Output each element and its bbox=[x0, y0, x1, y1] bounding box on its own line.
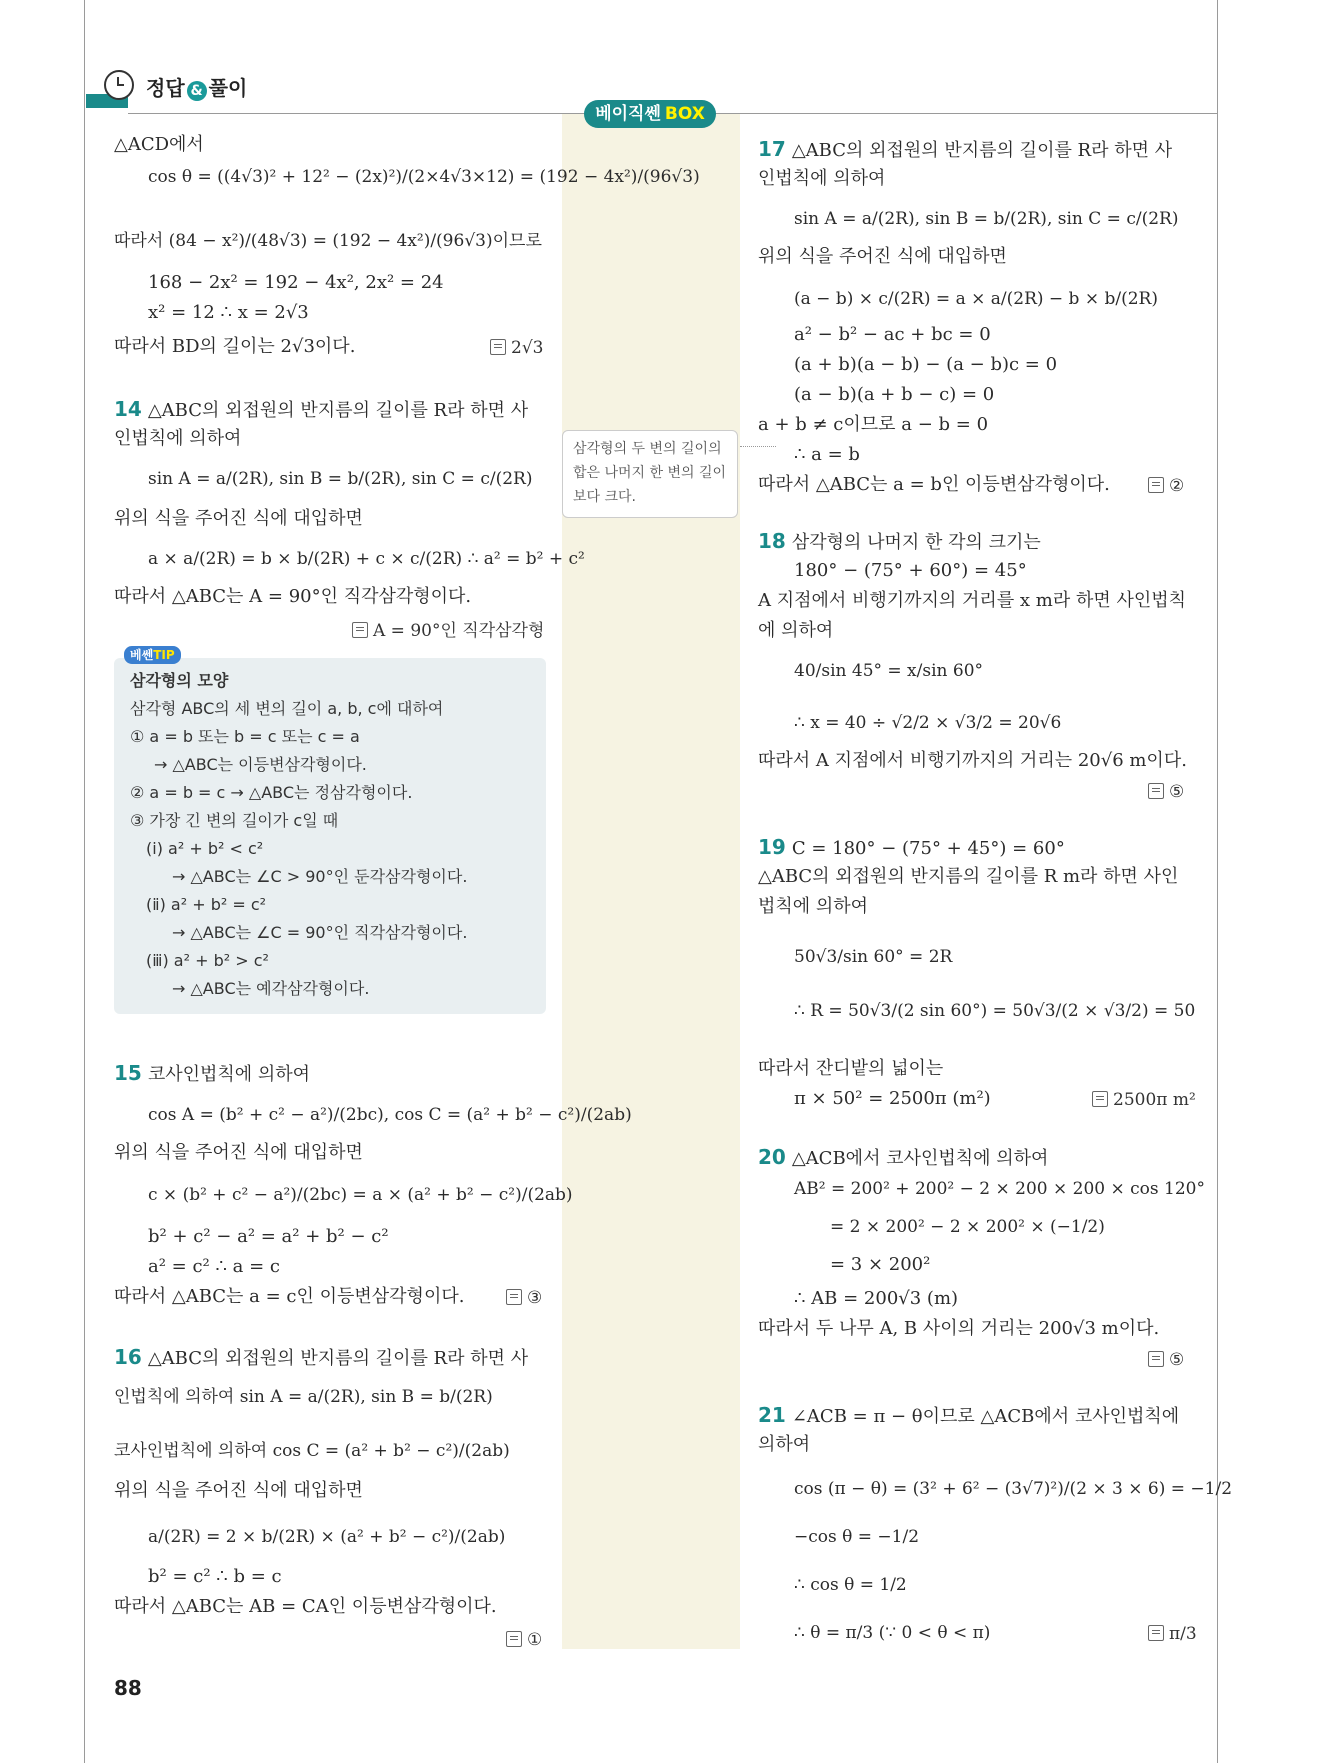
formula-line: cos A = (b² + c² − a²)/(2bc), cos C = (a² + b² − c²)/(2ab) bbox=[148, 1105, 632, 1125]
problem-number: 17 bbox=[758, 137, 786, 161]
formula-line: 50√3/sin 60° = 2R bbox=[794, 947, 953, 967]
formula-line: = 2 × 200² − 2 × 200² × (−1/2) bbox=[830, 1217, 1105, 1237]
formula-line: x² = 12 ∴ x = 2√3 bbox=[148, 302, 309, 323]
formula-line: ∴ x = 40 ÷ √2/2 × √3/2 = 20√6 bbox=[794, 713, 1062, 733]
answer-mark bbox=[490, 338, 543, 358]
answer-icon bbox=[490, 339, 506, 355]
basic-box-column bbox=[562, 114, 740, 1649]
answer-icon bbox=[506, 1631, 522, 1647]
problem-number: 15 bbox=[114, 1061, 142, 1085]
text-line: 따라서 A 지점에서 비행기까지의 거리는 20√6 m이다. bbox=[758, 750, 1187, 771]
box-label-en: BOX bbox=[664, 104, 705, 124]
formula-line: AB² = 200² + 200² − 2 × 200 × 200 × cos 120° bbox=[794, 1179, 1205, 1199]
answer-mark bbox=[1148, 476, 1184, 496]
formula-line: 인법칙에 의하여 sin A = a/(2R), sin B = b/(2R) bbox=[114, 1387, 493, 1407]
alarm-clock-icon bbox=[104, 70, 134, 100]
section-title-amp: & bbox=[187, 81, 207, 101]
section-title-a: 정답 bbox=[146, 76, 185, 100]
problem-number: 18 bbox=[758, 529, 786, 553]
formula-line: c × (b² + c² − a²)/(2bc) = a × (a² + b² − c²)/(2ab) bbox=[148, 1185, 573, 1205]
answer-value: 2500π m² bbox=[1113, 1090, 1196, 1110]
answer-mark bbox=[1148, 1624, 1197, 1644]
formula-line: 코사인법칙에 의하여 cos C = (a² + b² − c²)/(2ab) bbox=[114, 1441, 510, 1461]
text-line: 따라서 △ABC는 a = c인 이등변삼각형이다. bbox=[114, 1286, 465, 1307]
tip-line: (ⅲ) a² + b² > c² bbox=[146, 951, 269, 970]
answer-icon bbox=[506, 1289, 522, 1305]
problem-18-line bbox=[758, 530, 1041, 554]
formula-line: cos θ = ((4√3)² + 12² − (2x)²)/(2×4√3×12) = (192 − 4x²)/(96√3) bbox=[148, 167, 700, 187]
formula-line: π × 50² = 2500π (m²) bbox=[794, 1088, 991, 1109]
text-line: 따라서 △ABC는 A = 90°인 직각삼각형이다. bbox=[114, 586, 472, 607]
formula-line: ∴ θ = π/3 (∵ 0 < θ < π) bbox=[794, 1623, 991, 1643]
formula-line: sin A = a/(2R), sin B = b/(2R), sin C = c/(2R) bbox=[148, 469, 533, 489]
text-line: ∠ACB = π − θ이므로 △ACB에서 코사인법칙에 bbox=[791, 1406, 1180, 1427]
problem-number: 19 bbox=[758, 835, 786, 859]
answer-value: A = 90°인 직각삼각형 bbox=[373, 621, 545, 641]
formula-line: (a − b) × c/(2R) = a × a/(2R) − b × b/(2R) bbox=[794, 289, 1158, 309]
problem-number: 21 bbox=[758, 1403, 786, 1427]
formula-line: 따라서 (84 − x²)/(48√3) = (192 − 4x²)/(96√3)이므로 bbox=[114, 231, 542, 251]
problem-21-line bbox=[758, 1404, 1179, 1428]
text-line: 코사인법칙에 의하여 bbox=[147, 1064, 311, 1085]
formula-line: −cos θ = −1/2 bbox=[794, 1527, 920, 1547]
formula-line: ∴ a = b bbox=[794, 444, 860, 465]
problem-number: 16 bbox=[114, 1345, 142, 1369]
text-line: 삼각형의 나머지 한 각의 크기는 bbox=[791, 532, 1041, 553]
answer-icon bbox=[1148, 1351, 1164, 1367]
text-line: 위의 식을 주어진 식에 대입하면 bbox=[758, 246, 1007, 267]
formula-line: = 3 × 200² bbox=[830, 1254, 931, 1275]
text-line: △ABC의 외접원의 반지름의 길이를 R라 하면 사 bbox=[791, 140, 1173, 161]
answer-value: 2√3 bbox=[511, 338, 544, 358]
formula-line: b² = c² ∴ b = c bbox=[148, 1566, 282, 1587]
tip-badge bbox=[124, 646, 181, 664]
answer-value: ⑤ bbox=[1169, 782, 1185, 802]
tip-line: ② a = b = c → △ABC는 정삼각형이다. bbox=[130, 783, 413, 802]
answer-value: ③ bbox=[527, 1288, 543, 1308]
problem-number: 14 bbox=[114, 397, 142, 421]
formula-line: a + b ≠ c이므로 a − b = 0 bbox=[758, 414, 989, 435]
answer-value: ② bbox=[1169, 476, 1185, 496]
tip-line: ① a = b 또는 b = c 또는 c = a bbox=[130, 727, 360, 746]
formula-line: 180° − (75° + 60°) = 45° bbox=[794, 560, 1027, 581]
page-number: 88 bbox=[114, 1676, 142, 1700]
answer-mark bbox=[506, 1288, 542, 1308]
tip-line: → △ABC는 예각삼각형이다. bbox=[172, 979, 370, 998]
answer-icon bbox=[1148, 1625, 1164, 1641]
side-note-leader bbox=[740, 446, 776, 448]
text-line: 따라서 BD의 길이는 2√3이다. bbox=[114, 336, 356, 357]
answer-icon bbox=[352, 622, 368, 638]
text-line: 의하여 bbox=[758, 1434, 811, 1455]
formula-line: ∴ R = 50√3/(2 sin 60°) = 50√3/(2 × √3/2) = 50 bbox=[794, 1001, 1196, 1021]
tip-badge-b: TIP bbox=[153, 648, 175, 662]
formula-line: cos (π − θ) = (3² + 6² − (3√7)²)/(2 × 3 × 6) = −1/2 bbox=[794, 1479, 1233, 1499]
answer-icon bbox=[1148, 477, 1164, 493]
text-line: 위의 식을 주어진 식에 대입하면 bbox=[114, 1142, 363, 1163]
problem-15-line bbox=[114, 1062, 310, 1086]
tip-line: → △ABC는 이등변삼각형이다. bbox=[154, 755, 367, 774]
formula-line: a/(2R) = 2 × b/(2R) × (a² + b² − c²)/(2ab) bbox=[148, 1527, 506, 1547]
tip-line: 삼각형 ABC의 세 변의 길이 a, b, c에 대하여 bbox=[130, 699, 444, 718]
problem-20-line bbox=[758, 1146, 1048, 1170]
tip-line: (ⅱ) a² + b² = c² bbox=[146, 895, 267, 914]
text-line: 법칙에 의하여 bbox=[758, 896, 869, 917]
tip-line: (ⅰ) a² + b² < c² bbox=[146, 839, 264, 858]
text-line: △ABC의 외접원의 반지름의 길이를 R m라 하면 사인 bbox=[758, 866, 1179, 887]
problem-number: 20 bbox=[758, 1145, 786, 1169]
answer-mark bbox=[506, 1630, 542, 1650]
formula-line: ∴ AB = 200√3 (m) bbox=[794, 1288, 959, 1309]
answer-value: ① bbox=[527, 1630, 543, 1650]
formula-line: 40/sin 45° = x/sin 60° bbox=[794, 661, 984, 681]
answer-mark bbox=[1092, 1090, 1196, 1110]
formula-line: (a + b)(a − b) − (a − b)c = 0 bbox=[794, 354, 1058, 375]
text-line: △ABC의 외접원의 반지름의 길이를 R라 하면 사 bbox=[147, 1348, 529, 1369]
text-line: A 지점에서 비행기까지의 거리를 x m라 하면 사인법칙 bbox=[758, 590, 1187, 611]
answer-mark bbox=[1148, 782, 1184, 802]
basic-box-label bbox=[584, 100, 716, 128]
problem-14-line bbox=[114, 398, 528, 422]
text-line: 인법칙에 의하여 bbox=[758, 168, 886, 189]
problem-16-line bbox=[114, 1346, 528, 1370]
formula-line: a² − b² − ac + bc = 0 bbox=[794, 324, 991, 345]
text-line: △ACB에서 코사인법칙에 의하여 bbox=[791, 1148, 1049, 1169]
formula-line: sin A = a/(2R), sin B = b/(2R), sin C = c/(2R) bbox=[794, 209, 1179, 229]
text-line: 위의 식을 주어진 식에 대입하면 bbox=[114, 508, 363, 529]
formula-line: C = 180° − (75° + 45°) = 60° bbox=[791, 838, 1065, 859]
problem-17-line bbox=[758, 138, 1172, 162]
answer-mark bbox=[352, 616, 544, 641]
formula-line: (a − b)(a + b − c) = 0 bbox=[794, 384, 995, 405]
text-line: △ACD에서 bbox=[114, 134, 204, 155]
text-line: 따라서 △ABC는 AB = CA인 이등변삼각형이다. bbox=[114, 1596, 497, 1617]
text-line: 따라서 잔디밭의 넓이는 bbox=[758, 1058, 944, 1079]
text-line: 에 의하여 bbox=[758, 620, 834, 641]
answer-icon bbox=[1092, 1091, 1108, 1107]
tip-badge-a: 베쎈 bbox=[130, 648, 154, 662]
box-label-ko: 베이직쎈 bbox=[595, 104, 661, 124]
text-line: 따라서 △ABC는 a = b인 이등변삼각형이다. bbox=[758, 474, 1110, 495]
formula-line: b² + c² − a² = a² + b² − c² bbox=[148, 1226, 389, 1247]
formula-line: ∴ cos θ = 1/2 bbox=[794, 1575, 907, 1595]
text-line: 따라서 두 나무 A, B 사이의 거리는 200√3 m이다. bbox=[758, 1318, 1160, 1339]
tip-line: → △ABC는 ∠C > 90°인 둔각삼각형이다. bbox=[172, 867, 468, 886]
tip-line: → △ABC는 ∠C = 90°인 직각삼각형이다. bbox=[172, 923, 468, 942]
tip-title: 삼각형의 모양 bbox=[130, 671, 229, 690]
page-frame-left bbox=[84, 0, 85, 1763]
answer-icon bbox=[1148, 783, 1164, 799]
formula-line: a² = c² ∴ a = c bbox=[148, 1256, 281, 1277]
answer-value: π/3 bbox=[1169, 1624, 1197, 1644]
section-title-b: 풀이 bbox=[208, 76, 248, 100]
answer-mark bbox=[1148, 1350, 1184, 1370]
problem-19-line bbox=[758, 836, 1065, 860]
text-line: 인법칙에 의하여 bbox=[114, 428, 242, 449]
text-line: 위의 식을 주어진 식에 대입하면 bbox=[114, 1480, 363, 1501]
tip-line: ③ 가장 긴 변의 길이가 c일 때 bbox=[130, 811, 339, 830]
side-note: 삼각형의 두 변의 길이의 합은 나머지 한 변의 길이보다 크다. bbox=[562, 430, 738, 518]
formula-line: a × a/(2R) = b × b/(2R) + c × c/(2R) ∴ a² = b² + c² bbox=[148, 549, 585, 569]
formula-line: 168 − 2x² = 192 − 4x², 2x² = 24 bbox=[148, 272, 444, 293]
text-line: △ABC의 외접원의 반지름의 길이를 R라 하면 사 bbox=[147, 400, 529, 421]
answer-value: ⑤ bbox=[1169, 1350, 1185, 1370]
section-title bbox=[146, 72, 247, 101]
